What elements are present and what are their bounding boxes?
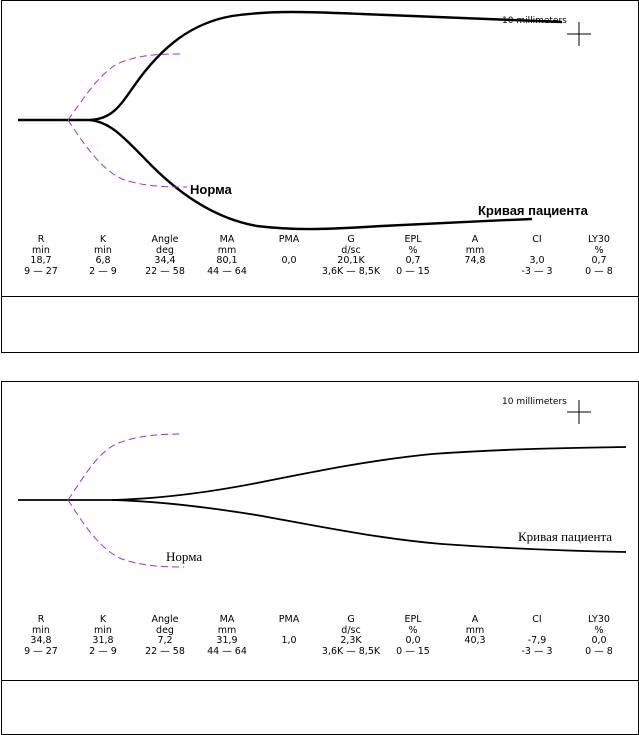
patient-label: Кривая пациента <box>518 529 613 544</box>
stat-unit: min <box>32 244 50 256</box>
stat-name: R <box>37 234 45 245</box>
scale-label: 10 millimeters <box>502 397 567 407</box>
stat-range: 0 — 8 <box>585 645 613 657</box>
patient-curve-lower <box>90 120 532 229</box>
teg-panel-1 <box>1 0 639 353</box>
stats-values-row <box>10 636 630 647</box>
stat-name: G <box>347 234 355 245</box>
stat-range <box>444 647 506 658</box>
stat-range: 0 — 15 <box>396 265 430 277</box>
stat-value: 0,0 <box>591 635 607 646</box>
norm-label: Норма <box>190 182 232 197</box>
stat-value: 31,8 <box>92 635 114 646</box>
stats-table-2 <box>10 615 630 657</box>
stat-name: MA <box>219 614 235 625</box>
stat-name: MA <box>219 234 235 245</box>
norm-curve-lower <box>68 120 187 187</box>
stat-range: 2 — 9 <box>89 645 117 657</box>
scale-label: 10 millimeters <box>502 16 567 26</box>
stat-value: 0,0 <box>405 635 421 646</box>
stats-ranges-row <box>10 267 630 278</box>
stat-range: 3,6K — 8,5K <box>321 265 381 277</box>
stat-range: 9 — 27 <box>24 265 58 277</box>
stat-range: -3 — 3 <box>521 265 553 277</box>
stat-name: EPL <box>404 614 422 625</box>
stat-value: 80,1 <box>216 255 238 266</box>
stats-table-1 <box>10 235 630 277</box>
stat-unit: mm <box>217 244 237 256</box>
stat-value: 40,3 <box>464 635 486 646</box>
stat-range: 0 — 15 <box>396 645 430 657</box>
stat-range: 2 — 9 <box>89 265 117 277</box>
stat-unit: deg <box>156 624 174 636</box>
stat-value: 0,7 <box>405 255 421 266</box>
stat-range: 44 — 64 <box>207 645 247 657</box>
stat-value: 3,0 <box>529 255 545 266</box>
stat-name: LY30 <box>588 234 610 245</box>
stat-range: -3 — 3 <box>521 645 553 657</box>
stat-value: 1,0 <box>281 635 297 646</box>
stat-value: 7,2 <box>157 635 173 646</box>
stat-name: K <box>99 614 107 625</box>
stat-unit: % <box>408 244 418 256</box>
patient-curve-upper <box>112 447 626 500</box>
stat-unit: d/sc <box>341 244 361 256</box>
stat-value: 6,8 <box>95 255 111 266</box>
stat-unit: d/sc <box>341 624 361 636</box>
patient-curve-lower <box>112 500 626 552</box>
stat-unit: deg <box>156 244 174 256</box>
stat-name: LY30 <box>588 614 610 625</box>
panel-divider <box>2 296 638 297</box>
stat-name: G <box>347 614 355 625</box>
stat-name: CI <box>532 234 542 245</box>
stat-value: 34,4 <box>154 255 176 266</box>
stat-unit: mm <box>217 624 237 636</box>
stat-range: 9 — 27 <box>24 645 58 657</box>
stat-value: 34,8 <box>30 635 52 646</box>
stat-range <box>258 267 320 278</box>
stat-range: 0 — 8 <box>585 265 613 277</box>
patient-curve-upper <box>90 12 562 120</box>
panel-divider <box>2 680 638 681</box>
stat-name: K <box>99 234 107 245</box>
stat-unit: % <box>408 624 418 636</box>
patient-label: Кривая пациента <box>478 203 588 218</box>
stat-value: 2,3K <box>340 635 362 646</box>
stat-name: Angle <box>151 614 179 625</box>
stat-range: 22 — 58 <box>145 265 185 277</box>
stat-range: 3,6K — 8,5K <box>321 645 381 657</box>
stat-name: CI <box>532 614 542 625</box>
stat-range <box>444 267 506 278</box>
stat-value: 0,7 <box>591 255 607 266</box>
stat-value: 31,9 <box>216 635 238 646</box>
norm-label: Норма <box>166 549 203 564</box>
stat-name: PMA <box>278 614 300 625</box>
stat-value: -7,9 <box>527 635 547 646</box>
stat-unit: % <box>594 244 604 256</box>
norm-curve-upper <box>68 54 182 120</box>
norm-curve-upper <box>68 434 182 500</box>
stats-ranges-row <box>10 647 630 658</box>
stat-unit: % <box>594 624 604 636</box>
teg-panel-2 <box>1 381 639 735</box>
stat-unit: mm <box>465 244 485 256</box>
stat-name: A <box>471 234 479 245</box>
stat-value: 74,8 <box>464 255 486 266</box>
stats-values-row <box>10 256 630 267</box>
stat-unit: mm <box>465 624 485 636</box>
stat-range: 44 — 64 <box>207 265 247 277</box>
stats-names-row <box>10 235 630 246</box>
stat-value: 18,7 <box>30 255 52 266</box>
stat-range <box>258 647 320 658</box>
stat-name: Angle <box>151 234 179 245</box>
stat-unit: min <box>32 624 50 636</box>
stat-range: 22 — 58 <box>145 645 185 657</box>
stat-unit: min <box>94 244 112 256</box>
stat-name: A <box>471 614 479 625</box>
stat-name: PMA <box>278 234 300 245</box>
stat-unit: min <box>94 624 112 636</box>
stat-value: 0,0 <box>281 255 297 266</box>
stats-names-row <box>10 615 630 626</box>
stat-name: R <box>37 614 45 625</box>
stat-name: EPL <box>404 234 422 245</box>
stat-value: 20,1K <box>337 255 365 266</box>
